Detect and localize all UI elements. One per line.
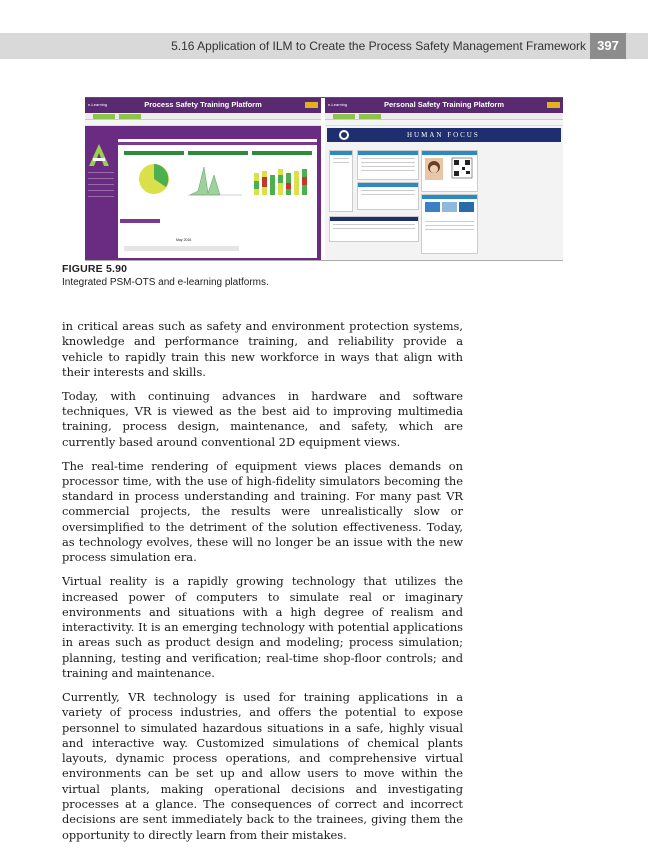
left-platform-title: Process Safety Training Platform xyxy=(144,100,262,109)
paragraph: in critical areas such as safety and environment protection systems, knowledge and performance training, and reliability provide a vehicle to rapidly train this new workforce in ways that align with their interests and skills. xyxy=(62,319,463,379)
dashboard-toolbar xyxy=(118,142,317,145)
left-logo-text: e-Learning xyxy=(88,102,108,107)
id-card-panel xyxy=(421,150,478,192)
left-dashboard xyxy=(118,139,317,258)
profile-panel xyxy=(357,150,419,180)
stacked-bars xyxy=(254,169,307,195)
hf-logo-icon xyxy=(339,130,349,140)
sidebar-item xyxy=(88,196,114,201)
left-sidebar xyxy=(85,139,116,260)
right-side-menu xyxy=(329,150,353,212)
id-card-image xyxy=(422,155,477,189)
chart-header-2 xyxy=(188,151,248,155)
personal-safety-screenshot xyxy=(325,98,563,260)
left-tab-row xyxy=(85,113,321,120)
area-chart xyxy=(190,167,220,195)
left-title-bar xyxy=(85,98,321,113)
menu-header xyxy=(330,151,352,155)
paragraph: Virtual reality is a rapidly growing technology that utilizes the increased power of computers to simulate real or imaginary environments and situations with a high degree of realism and interactivity. It is an emerging technology with potential applications in areas such as product design and modeling; process simulation; planning, testing and verification; real-time shop-floor controls; and training and maintenance. xyxy=(62,574,463,681)
left-tab-2 xyxy=(119,114,141,119)
dashboard-charts xyxy=(124,157,312,201)
right-logo-text: e-Learning xyxy=(328,102,348,107)
panel-header xyxy=(422,195,477,199)
body-text xyxy=(62,319,463,851)
right-platform-title: Personal Safety Training Platform xyxy=(383,100,505,109)
news-thumbnails xyxy=(422,200,477,214)
panel-header xyxy=(330,217,418,221)
paragraph: Currently, VR technology is used for training applications in a variety of process industries, and offers the potential to expose personnel to simulated hazardous situations in a safe, highly visual and interactive way. Customized simulations of chemical plants layouts, dynamic process operations, and comprehensive virtual environments can be set up and allow users to move within the virtual plants, making operational decisions and investigating processes at a glance. The consequences of correct and incorrect decisions are sent immediately back to the trainees, giving them the opportunity to directly learn from their mistakes. xyxy=(62,689,463,842)
figure-caption: Integrated PSM-OTS and e-learning platforms. xyxy=(62,277,269,288)
activity-header xyxy=(120,219,160,223)
sidebar-item xyxy=(88,178,114,183)
panel-header xyxy=(358,183,418,187)
a-logo-icon xyxy=(88,143,110,167)
sidebar-item xyxy=(88,190,114,195)
chart-header-3 xyxy=(252,151,312,155)
banner-text: HUMAN FOCUS xyxy=(407,131,480,139)
right-tab-row xyxy=(325,113,563,120)
right-header-button xyxy=(547,102,560,108)
process-safety-screenshot xyxy=(85,98,321,260)
left-app-frame xyxy=(85,126,321,260)
calendar-month: May 2016 xyxy=(176,238,192,242)
details-panel xyxy=(357,182,419,210)
page-number: 397 xyxy=(597,38,619,53)
paragraph: Today, with continuing advances in hardware and software techniques, VR is viewed as the best aid to improving multimedia training, process design, maintenance, and safety, which are currently based around conventional 2D equipment views. xyxy=(62,388,463,449)
calendar-widget xyxy=(124,234,239,256)
right-tab-1 xyxy=(333,114,355,119)
chart-header-1 xyxy=(124,151,184,155)
panel-header xyxy=(358,151,418,155)
paragraph: The real-time rendering of equipment views places demands on processor time, with the use of high-fidelity simulators becoming the standard in process understanding and training. For many past VR commercial projects, the results were unrealistically slow or oversimplified to the detriment of the solution effectiveness. Today, as technology evolves, these will no longer be an issue with the new process simulation era. xyxy=(62,458,463,565)
right-app-content xyxy=(325,126,563,260)
training-panel xyxy=(329,216,419,242)
human-focus-banner xyxy=(327,128,561,142)
calendar-weekdays xyxy=(124,246,239,251)
left-tab-1 xyxy=(93,114,115,119)
sidebar-item xyxy=(88,184,114,189)
figure-image xyxy=(85,97,563,261)
figure-label: FIGURE 5.90 xyxy=(62,263,128,275)
left-header-button xyxy=(305,102,318,108)
running-header xyxy=(0,33,648,59)
news-panel xyxy=(421,194,478,254)
right-title-bar xyxy=(325,98,563,113)
section-title: 5.16 Application of ILM to Create the Process Safety Management Framework xyxy=(171,39,586,53)
right-tab-2 xyxy=(359,114,381,119)
page-number-box xyxy=(590,33,626,59)
sidebar-item xyxy=(88,172,114,177)
